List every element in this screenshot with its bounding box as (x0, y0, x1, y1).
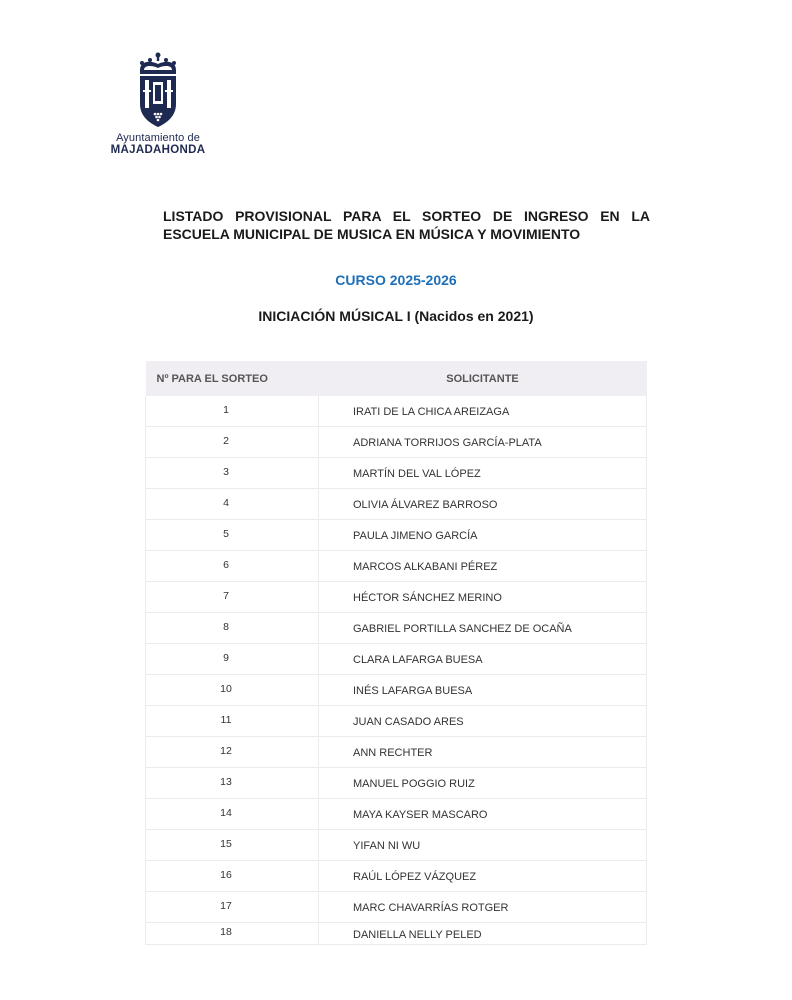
applicant-name: MARC CHAVARRÍAS ROTGER (319, 892, 647, 923)
table-row (146, 675, 647, 706)
draw-number: 11 (146, 706, 319, 737)
table-row (146, 830, 647, 861)
applicant-name: HÉCTOR SÁNCHEZ MERINO (319, 582, 647, 613)
table-row (146, 396, 647, 427)
logo-text-line2: MAJADAHONDA (110, 144, 206, 156)
draw-number: 15 (146, 830, 319, 861)
group-subtitle: INICIACIÓN MÚSICAL I (Nacidos en 2021) (258, 308, 534, 324)
applicant-name: IRATI DE LA CHICA AREIZAGA (319, 396, 647, 427)
table-row (146, 458, 647, 489)
table-row (146, 768, 647, 799)
draw-number: 6 (146, 551, 319, 582)
table-body (146, 396, 647, 945)
applicant-name: INÉS LAFARGA BUESA (319, 675, 647, 706)
draw-number: 7 (146, 582, 319, 613)
applicants-table (145, 361, 647, 945)
table-row (146, 551, 647, 582)
draw-number: 3 (146, 458, 319, 489)
applicant-name: RAÚL LÓPEZ VÁZQUEZ (319, 861, 647, 892)
applicant-name: DANIELLA NELLY PELED (319, 923, 647, 945)
table-header-row (146, 361, 647, 396)
applicant-name: MARTÍN DEL VAL LÓPEZ (319, 458, 647, 489)
draw-number: 17 (146, 892, 319, 923)
applicant-name: MARCOS ALKABANI PÉREZ (319, 551, 647, 582)
applicant-name: MAYA KAYSER MASCARO (319, 799, 647, 830)
table-row (146, 613, 647, 644)
draw-number: 8 (146, 613, 319, 644)
draw-number: 13 (146, 768, 319, 799)
applicant-name: PAULA JIMENO GARCÍA (319, 520, 647, 551)
table-row (146, 520, 647, 551)
applicant-name: ADRIANA TORRIJOS GARCÍA-PLATA (319, 427, 647, 458)
draw-number: 14 (146, 799, 319, 830)
draw-number: 1 (146, 396, 319, 427)
draw-number: 9 (146, 644, 319, 675)
crest-icon (136, 52, 180, 128)
table-row (146, 737, 647, 768)
table-row (146, 861, 647, 892)
draw-number: 4 (146, 489, 319, 520)
table-row (146, 923, 647, 945)
table-row (146, 582, 647, 613)
applicant-name: JUAN CASADO ARES (319, 706, 647, 737)
header-draw-number: Nº PARA EL SORTEO (146, 361, 319, 396)
table-row (146, 799, 647, 830)
table-row (146, 427, 647, 458)
draw-number: 16 (146, 861, 319, 892)
table-row (146, 706, 647, 737)
draw-number: 5 (146, 520, 319, 551)
applicant-name: ANN RECHTER (319, 737, 647, 768)
document-title: LISTADO PROVISIONAL PARA EL SORTEO DE INGRESO EN LA ESCUELA MUNICIPAL DE MUSICA EN MÚSICA Y MOVIMIENTO (163, 208, 650, 242)
draw-number: 2 (146, 427, 319, 458)
applicant-name: OLIVIA ÁLVAREZ BARROSO (319, 489, 647, 520)
applicant-name: MANUEL POGGIO RUIZ (319, 768, 647, 799)
table-row (146, 644, 647, 675)
draw-number: 10 (146, 675, 319, 706)
draw-number: 12 (146, 737, 319, 768)
logo-text-line1: Ayuntamiento de (116, 132, 200, 144)
draw-number: 18 (146, 923, 319, 945)
table-row (146, 892, 647, 923)
applicant-name: YIFAN NI WU (319, 830, 647, 861)
applicant-name: CLARA LAFARGA BUESA (319, 644, 647, 675)
applicant-name: GABRIEL PORTILLA SANCHEZ DE OCAÑA (319, 613, 647, 644)
header-applicant: SOLICITANTE (319, 361, 647, 396)
course-label: CURSO 2025-2026 (335, 272, 457, 288)
municipal-logo (104, 52, 212, 164)
table-row (146, 489, 647, 520)
